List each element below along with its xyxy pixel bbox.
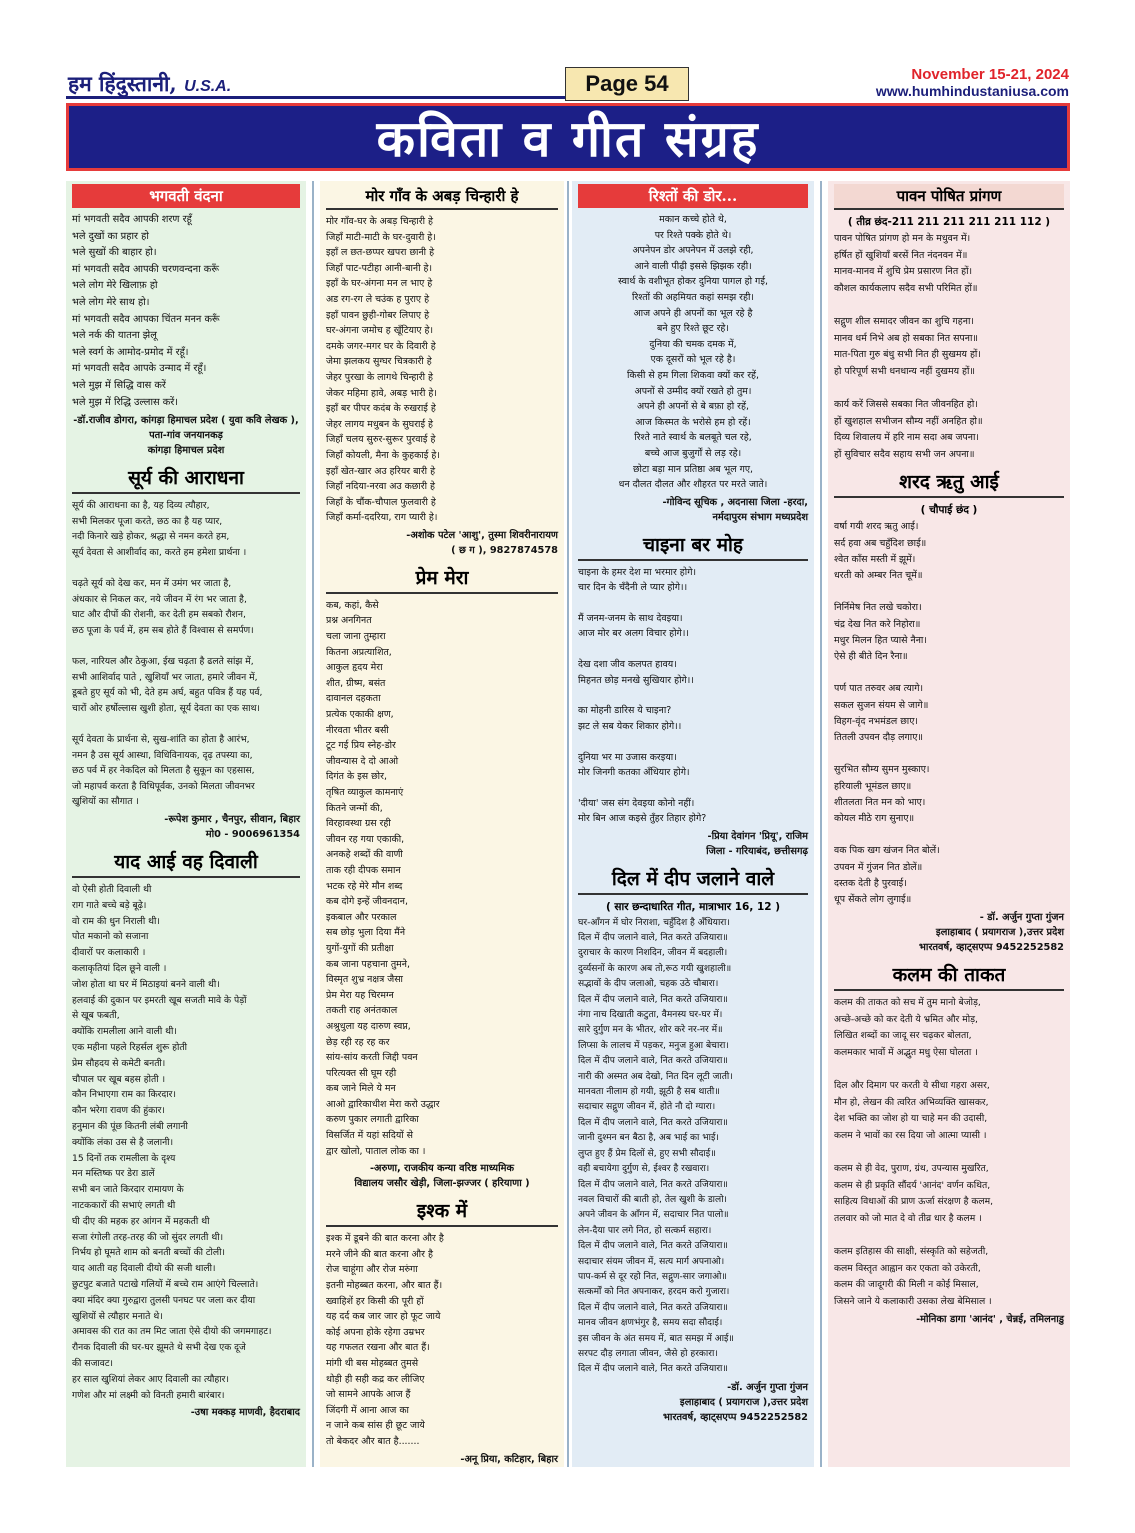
poem-subtitle: ( सार छन्दाधारित गीत, मात्राभार 16, 12 ) (605, 900, 781, 913)
poem-body: कलम की ताकत को सच में तुम मानो बेजोड़, अच्छे-अच्छे को कर देती ये भ्रमित और मोड़, लिखित शब्दों का जादू सर चढ़कर बोलता, कलमकार भावों में अद्भुत मधु ऐसा घोलता । दिल और दिमाग पर करती ये सीधा गहरा असर, मौन हो, लेखन की त्वरित अभिव्यक्ति खासकर, देश भक्ति का जोश हो या चाहे मन की उदासी, कलम ने भावों का रस दिया जो आत्मा प्यासी । कलम से ही वेद, पुराण, ग्रंथ, उपन्यास मुखरित, कलम से ही प्रकृति सौंदर्य 'आनंद' वर्णन कथित, साहित्य विधाओं की प्राण ऊर्जा संरक्षण है कलम, तलवार को जो मात दे वो तीव्र धार है कलम । कलम इतिहास की साक्षी, संस्कृति को सहेजती, कलम विस्तृत आह्वान कर एकता को उकेरती, कलम की जादूगरी की मिली न कोई मिसाल, जिसने जाने ये कलाकारी उसका लेख बेमिसाल । (834, 997, 994, 1307)
poem-title: पावन पोषित प्रांगण (834, 184, 1064, 210)
page-number: Page 54 (565, 67, 689, 101)
poem-credit: -गोविन्द सूचिक , अदनासा जिला -हरदा, नर्मदापुरम संभाग मध्यप्रदेश (662, 496, 808, 523)
poem-credit: -डॉ.राजीव डोगरा, कांगड़ा हिमाचल प्रदेश ( युवा कवि लेखक ), पता-गांव जनयानकड़ कांगड़ा हिमाचल प्रदेश (73, 415, 299, 457)
poem-title: चाइना बर मोह (578, 529, 808, 561)
poem-credit: -अशोक पटेल 'आशु', तुस्मा शिवरीनारायण ( छ ग ), 9827874578 (406, 529, 558, 556)
column-separator (567, 181, 569, 1467)
column-3 (572, 181, 814, 1467)
poem-title: प्रेम मेरा (326, 562, 558, 594)
column-separator (820, 181, 822, 1467)
banner-title: कविता व गीत संग्रह (376, 110, 760, 168)
poem-credit: -अरुणा, राजकीय कन्या वरिष्ठ माध्यमिक विद्यालय जसौर खेड़ी, जिला-झज्जर ( हरियाणा ) (354, 1163, 530, 1190)
poem-credit: -रूपेश कुमार , चैनपुर, सीवान, बिहार मो0 - 9006961354 (164, 814, 300, 840)
poem-title: दिल में दीप जलाने वाले (578, 863, 808, 895)
header-rule (66, 96, 571, 99)
poem-credit: -प्रिया देवांगन 'प्रियू', राजिम जिला - गरियाबंद, छत्तीसगढ़ (706, 830, 808, 857)
poem-body: कब, कहां, कैसे प्रश्न अनगिनत चला जाना तुम्हारा कितना अप्रत्याशित, आकुल हृदय मेरा शीत, ग्रीष्म, बसंत दावानल दहकता प्रत्येक एकाकी क्षण, नीरवता भीतर बसी टूट गई प्रिय स्नेह-डोर जीवन्यास दे दो आओ दिगंत के इस छोर, तृषित व्याकुल कामनाएं कितने जन्मों की, विरहावस्था ग्रस रही जीवन रह गया एकाकी, अनकहे शब्दों की वाणी ताक रही दीपक समान भटक रहे मेरे मौन शब्द कब दोगे इन्हें जीवनदान, इकबाल और परकाल सब छोड़ भुला दिया मैंने युगों-युगों की प्रतीक्षा कब जाना पहचाना तुमने, विस्मृत शुभ्र नक्षत्र जैसा प्रेम मेरा यह चिरमग्न तकती राह अनंतकाल अश्रुधुला यह दारुण स्वप्न, छेड़ रही रह रह कर सांय-सांय करती जिद्दी पवन परित्यक्त सी घूम रही कब जाने मिले ये मन आओ द्वारिकाधीश मेरा करो उद्धार करुण पुकार लगाती द्वारिका विसर्जित में यहां सदियों से द्वार खोलो, पाताल लोक का । (326, 599, 440, 1157)
poem-body: पावन पोषित प्रांगण हो मन के मधुवन में। हर्षित हों खुशियाँ बरसें नित नंदनवन में॥ मानव-मानव में शुचि प्रेम प्रसारण नित हों। कौशल कार्यकलाप सदैव सभी परिमित हों॥ सद्गुण शील समादर जीवन का शुचि गहना। मानव धर्म निभे अब हो सबका नित सपना॥ मात-पिता गुरु बंधु सभी नित ही सुखमय हों। हो परिपूर्ण सभी धनधान्य नहीं दुखमय हों॥ कार्य करें जिससे सबका नित जीवनहित हो। हों खुशहाल सभीजन सौम्य नहीं अनहित हो॥ दिव्य शिवालय में हरि नाम सदा अब जपना। हों सुविचार सदैव सहाय सभी जन अपना॥ (834, 233, 983, 460)
website-link[interactable]: www.humhindustaniusa.com (875, 83, 1069, 99)
poem-title: शरद ऋतु आई (834, 466, 1064, 498)
column-1 (66, 181, 306, 1467)
poem-title: इश्क में (326, 1195, 558, 1227)
poem-credit: - डॉ. अर्जुन गुप्ता गुंजन इलाहाबाद ( प्रयागराज ),उत्तर प्रदेश भारतवर्ष, व्हाट्सएप्प 9452252582 (919, 912, 1064, 954)
poem-body: घर-आँगन में घोर निराशा, चहुँदिश है अँधियारा। दिल में दीप जलाने वाले, नित करते उजियारा॥ दुराचार के कारण निशदिन, जीवन में बदहाली। दुर्व्यसनों के कारण अब तो,रूठ गयी खुशहाली॥ सद्भावों के दीप जलाओ, चहक उठे चौबारा। दिल में दीप जलाने वाले, नित करते उजियारा॥ नंगा नाच दिखाती कटुता, वैमनस्य घर-घर में। सारे दुर्गुण मन के भीतर, शोर करे नर-नर में॥ लिप्सा के लालच में पड़कर, मनुज हुआ बेचारा। दिल में दीप जलाने वाले, नित करते उजियारा॥ नारी की अस्मत अब देखो, नित दिन लूटी जाती। मानवता नीलाम हो गयी, झूठी है सब थाती॥ सदाचार सद्गुण जीवन में, होते नौ दो ग्यारा। दिल में दीप जलाने वाले, नित करते उजियारा॥ जानी दुश्मन बन बैठा है, अब भाई का भाई। लुप्त हुए हैं प्रेम दिलों से, हुए सभी सौदाई॥ वही बचायेगा दुर्गुण से, ईश्वर है रखवारा। दिल में दीप जलाने वाले, नित करते उजियारा॥ नवल विचारों की बाती हो, तेल खुशी के डालो। अपने जीवन के आँगन में, सदाचार नित पालो॥ लेन-दैया पार लगे नित, हो सत्कर्म सहारा। दिल में दीप जलाने वाले, नित करते उजियारा॥ सदाचार संयम जीवन में, सत्य मार्ग अपनाओ। पाप-कर्म से दूर रहो नित, सद्गुण-सार जगाओ॥ सत्कर्मों को नित अपनाकर, हरदम करो गुजारा। दिल में दीप जलाने वाले, नित करते उजियारा॥ मानव जीवन क्षणभंगुर है, समय सदा सौदाई। इस जीवन के अंत समय में, बात समझ में आई॥ सरपट दौड़ लगाता जीवन, जैसे हो हरकारा। दिल में दीप जलाने वाले, नित करते उजियारा॥ (578, 917, 734, 1375)
poem-credit: -डॉ. अर्जुन गुप्ता गुंजन इलाहाबाद ( प्रयागराज ),उत्तर प्रदेश भारतवर्ष, व्हाट्सएप्प 9452252582 (663, 1381, 808, 1423)
poem-title: सूर्य की आराधना (72, 462, 300, 494)
poem-body: वर्षा गयी शरद ऋतु आई। सर्द हवा अब चहुँदिश छाई॥ श्वेत काँस मस्ती में झूमें। धरती को अम्बर नित चूमें॥ निर्निमेष नित लखे चकोरा। चंद्र देख नित करे निहोरा॥ मधुर मिलन हित प्यासे नैना। ऐसे ही बीते दिन रैना॥ पर्ण पात तरुवर अब त्यागे। सकल सुजन संयम से जागे॥ विहग-वृंद नभमंडल छाए। तितली उपवन दौड़ लगाए॥ सुरभित सौम्य सुमन मुस्काए। हरियाली भूमंडल छाए॥ शीतलता नित मन को भाए। कोयल मीठे राग सुनाए॥ वक पिक खग खंजन नित बोलें। उपवन में गुंजन नित डोलें॥ दस्तक देती है पुरवाई। धूप सेंकते लोग लुगाई॥ (834, 521, 940, 905)
poem-credit: -उषा मक्कड़ माणवी, हैदराबाद (190, 1407, 300, 1419)
poem-credit: -अनू प्रिया, कटिहार, बिहार (460, 1453, 558, 1465)
poem-title: रिश्तों की डोर... (578, 184, 808, 208)
poem-body: चाइना के हमर देश मा भरमार होगे। चार दिन के चँदैनी ले प्यार होगे।। मैं जनम-जनम के साथ देवइया। आज मोर बर अलग विचार होगे।। देख दशा जीव कलपत हावय। मिहनत छोड़ मनखे सुखियार होगे।। का मोहनी डारिस ये चाइना? झट ले सब येकर शिकार होगे।। दुनिया भर मा उजास करइया। मोर जिनगी कतका अँधियार होगे। 'दीया' जस संग देवइया कोनो नहीं। मोर बिन आज कइसे तुँहर तिहार होगे? (578, 566, 707, 825)
poem-title: याद आई वह दिवाली (72, 846, 300, 878)
poem-body: वो ऐसी होती दिवाली थी राग गाते बच्चे बड़े बूढ़े। वो राम की धुन निराली थी। पोत मकानो को सजाना दीवारों पर कलाकारी । कलाकृतियां दिल छूने वाली । जोश होता था घर में मिठाइयां बनने वाली थी। हलवाई की दुकान पर इमरती खूब सजती मावे के पेड़ों से खूब फबती, क्योंकि रामलीला आने वाली थी। एक महीना पहले रिहर्सल शुरू होती प्रेम सौहदय से कमेटी बनती। चौपाल पर खूब बहस होती । कौन निभाएगा राम का किरदार। कौन भरेगा रावण की हुंकार। हनुमान की पूंछ कितनी लंबी लगानी क्योंकि लंका उस से है जलानी। 15 दिनों तक रामलीला के दृश्य मन मस्तिष्क पर डेरा डालें सभी बन जाते किरदार रामायण के नाटककारों की सभाएं लगती थी घी दीए की महक हर आंगन में महकती थी सजा रंगोली तरह-तरह की जो सुंदर लगती थी। निर्भय हो घूमते शाम को बनती बच्चों की टोली। याद आती वह दिवाली दीयो की सजी थाली। छुटपुट बजाते पटाखे गलियों में बच्चे राम आएंगे चिल्लाते। क्या मंदिर क्या गुरुद्वारा तुलसी पनघट पर जला कर दीया खुशियों से त्यौहार मनाते थे। अमावस की रात का तम मिट जाता ऐसे दीयो की जगमगाहट। रौनक दिवाली की घर-घर झूमते थे सभी देख एक दूजे की सजावट। हर साल खुशियां लेकर आए दिवाली का त्यौहार। गणेश और मां लक्ष्मी को विनती हमारी बारंबार। (72, 884, 272, 1401)
section-banner (66, 103, 1070, 171)
poem-title: कलम की ताकत (834, 959, 1064, 991)
poem-body: मोर गाँव-घर के अबड़ चिन्हारी हे जिहाँ माटी-माटी के घर-दुवारी हे। इहाँ ल छत-छप्पर खपरा छानी हे जिहाँ पाट-पटीहा आनी-बानी हे। इहाँ के घर-अंगना मन ल भाए हे अड रग-रग ले चउंक ह पुराए हे इहाँ पावन छुही-गोबर लिपाए हे घर-अंगना जमोच ह खूँटियाए हे। दमके जगर-मगर घर के दिवारी हे जेमा झलकय सुग्घर चित्रकारी हे जेहर पुरखा के लागथे चिन्हारी हे जेकर महिमा हावे, अबड़ भारी हे। इहाँ बर पीपर कदंब के रुखराई हे जेहर लागय मधुबन के सुघराई हे जिहाँ चलय सुरुर-सुरूर पुरवाई हे जिहाँ कोयली, मैना के कुहकाई हे। इहाँ खेत-खार अउ हरियर बारी हे जिहाँ नदिया-नरवा अउ कछारी हे जिहाँ के चौंक-चौपाल फुलवारी हे जिहाँ कर्मा-ददरिया, राग प्यारी हे। (326, 216, 440, 524)
poem-subtitle: ( चौपाई छंद ) (920, 504, 978, 517)
poem-body: मां भगवती सदैव आपकी शरण रहूँ भले दुखों का प्रहार हो भले सुखों की बाहार हो। मां भगवती सदैव आपकी चरणवन्दना करूँ भले लोग मेरे खिलाफ़ हो भले लोग मेरे साथ हो। मां भगवती सदैव आपका चिंतन मनन करूँ भले नर्क की यातना झेलू भले स्वर्ग के आमोद-प्रमोद में रहूँ। मां भगवती सदैव आपके उन्माद में रहूँ। भले मुझ में सिद्धि वास करें भले मुझ में रिद्धि उल्लास करें। (72, 214, 220, 408)
poem-body: इश्क में डूबने की बात करना और है मरने जीने की बात करना और है रोज चाहूंगा और रोज मरुंगा इतनी मोहब्बत करना, और बात हैं। ख्वाहिशें हर किसी की पूरी हों यह दर्द कब जार जार हो फूट जाये कोई अपना होके रहेगा उम्रभर यह गफलत रखना और बात हैं। मांगी थी बस मोहब्बत तुमसे थोड़ी ही सही कद्र कर लीजिए जो सामने आपके आज हैं जिंदगी में आना आज का न जाने कब सांस ही छूट जाये तो बेकदर और बात है....... (326, 1233, 444, 1447)
column-separator (312, 181, 314, 1467)
poem-body: सूर्य की आराधना का है, यह दिव्य त्यौहार, सभी मिलकर पूजा करते, छठ का है यह प्यार, नदी किनारे खड़े होकर, श्रद्धा से नमन करते हम, सूर्य देवता से आशीर्वाद का, करते हम हमेशा प्रार्थना । चढ़ते सूर्य को देख कर, मन में उमंग भर जाता है, अंधकार से निकल कर, नये जीवन में रंग भर जाता है, घाट और दीपों की रोशनी, कर देती हम सबको रौशन, छठ पूजा के पर्व में, हम सब होते हैं विश्वास से समर्पण। फल, नारियल और ठेकुआ, ईख चढ़ता है ढलते सांझ में, सभी आशिर्वाद पाते , खुशियाँ भर जाता, हमारे जीवन में, डूबते हुए सूर्य को भी, देते हम अर्घ, बहुत पवित्र हैं यह पर्व, चारों ओर हर्षोल्लास खुशी होता, सूर्य देवता का एक साथ। सूर्य देवता के प्रार्थना से, सुख-शांति का होता है आरंभ, नमन है उस सूर्य आस्था, विधिविनायक, दृढ़ तपस्या का, छठ पर्व में हर नेकदिल को मिलता है सुकून का एहसास, जो महापर्व करता है विधिपूर्वक, उनको मिलता जीवनभर खुशियों का सौगात । (72, 500, 263, 808)
column-4 (828, 181, 1070, 1467)
header-meta (876, 66, 1069, 99)
poem-credit: -मोनिका डागा 'आनंद' , चेन्नई, तमिलनाडु (916, 1314, 1064, 1326)
poem-title: मोर गाँव के अबड़ चिन्हारी हे (326, 184, 558, 210)
poem-title: भगवती वंदना (72, 184, 300, 208)
poem-subtitle: ( तीव्र छंद-211 211 211 211 211 112 ) (847, 216, 1051, 228)
header-paper-name: हम हिंदुस्तानी, U.S.A. (68, 71, 232, 96)
poem-body: मकान कच्चे होते थे, पर रिश्ते पक्के होते थे। अपनेपन डोर अपनेपन में उलझे रही, आने वाली पीढ़ी इससे झिझक रही। स्वार्थ के वशीभूत होकर दुनिया पागल हो गई, रिश्तों की अहमियत कहां समझ रही। आज अपने ही अपनों का भूल रहे है बने हुए रिश्ते छूट रहे। दुनिया की चमक दमक में, एक दूसरों को भूल रहे है। किसी से हम गिला शिकवा क्यों कर रहें, अपनों से उम्मीद क्यों रखते हो तुम। अपने ही अपनों से बे बफ़ा हो रहें, आज किस्मत के भरोसे हम हो रहें। रिश्ते नाते स्वार्थ के बलबूते चल रहे, बच्चे आज बुजुर्गों से लड़ रहे। छोटा बड़ा मान प्रतिष्ठा अब भूल गए, धन दौलत दौलत और शौहरत पर मरते जाते। (618, 214, 768, 491)
column-2 (320, 181, 564, 1467)
issue-date: November 15-21, 2024 (911, 66, 1069, 83)
